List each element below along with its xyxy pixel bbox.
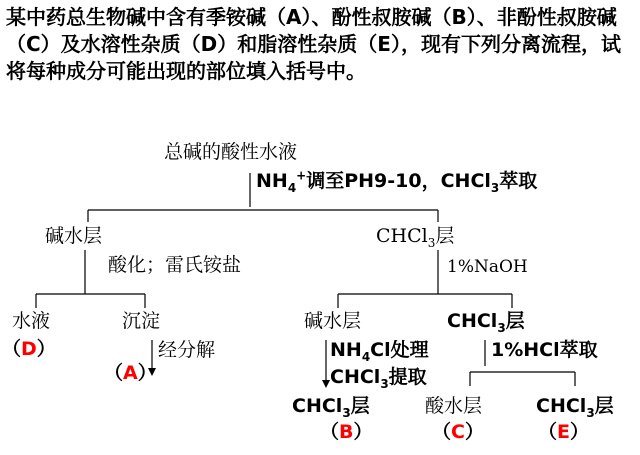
node-chcl3-layer: CHCl$_3$层	[376, 225, 455, 250]
node-precipitate: 沉淀	[122, 310, 161, 332]
answer-c: （C）	[432, 421, 484, 443]
question-text: 某中药总生物碱中含有季铵碱（A）、酚性叔胺碱（B）、非酚性叔胺碱（C）及水溶性杂质（D）和脂溶性杂质（E），现有下列分离流程，试将每种成分可能出现的部位填入括号中。	[6, 5, 621, 83]
step4-line1: $NH_4Cl$处理	[330, 339, 429, 364]
decompose-label: 经分解	[158, 339, 216, 361]
node-chcl3-layer-2: CHCl$_3$层	[447, 310, 525, 335]
step2-label: 酸化；雷氏铵盐	[108, 254, 242, 276]
node-root: 总碱的酸性水液	[164, 141, 298, 163]
node-chcl3-layer-3: CHCl$_3$层	[292, 395, 370, 420]
step3-label: 1%NaOH	[447, 257, 528, 277]
answer-e: （E）	[538, 421, 590, 443]
step4-line2: CHCl$_3$提取	[330, 366, 427, 391]
answer-a: （A）	[104, 362, 157, 384]
step1-label: $NH_4^+$调至PH9-10，CHCl$_3$萃取	[256, 168, 538, 195]
node-alkaline-layer-2: 碱水层	[304, 310, 362, 332]
node-water-liquid: 水液	[12, 310, 51, 332]
node-alkaline-layer: 碱水层	[45, 225, 103, 247]
step5-label: 1%HCl萃取	[491, 339, 598, 361]
node-chcl3-layer-4: CHCl$_3$层	[536, 395, 614, 420]
answer-d: （D）	[2, 338, 56, 360]
answer-b: （B）	[320, 421, 373, 443]
node-acid-water-layer: 酸水层	[425, 395, 483, 417]
